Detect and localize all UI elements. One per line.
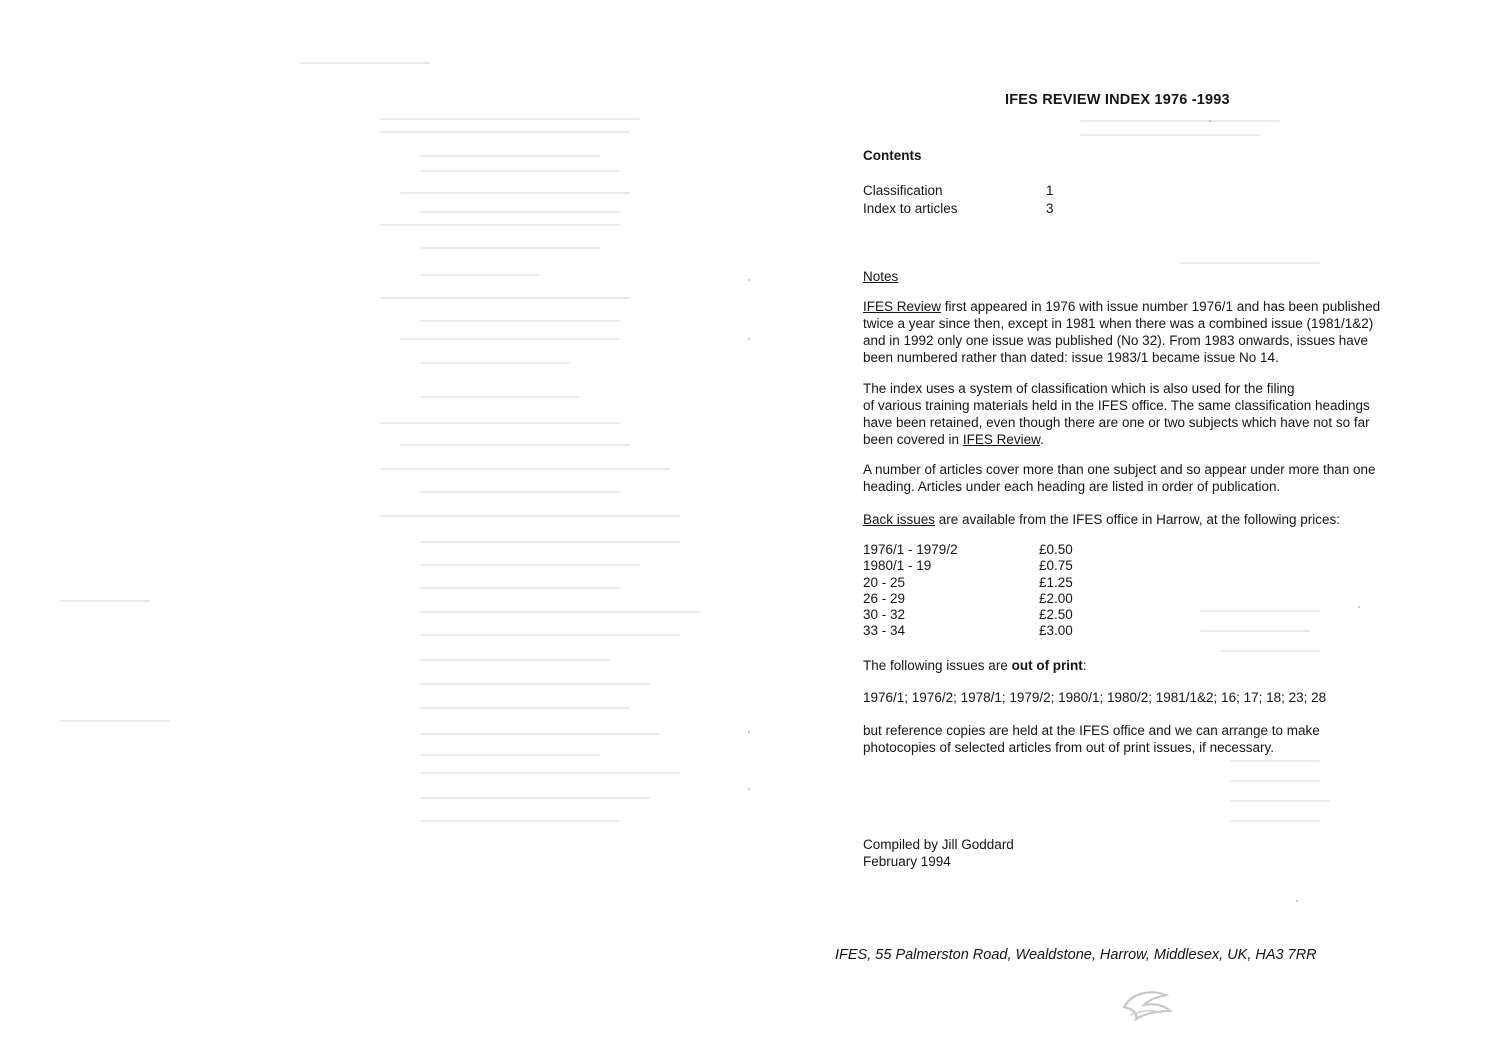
- notes-paragraph-back-issues: Back issues are available from the IFES office in Harrow, at the following prices:: [863, 512, 1340, 527]
- ifes-logo-icon: [1110, 985, 1180, 1025]
- issue-price: £2.00: [1039, 590, 1073, 606]
- back-issues-label: Back issues: [863, 512, 936, 527]
- issue-range: 1976/1 - 1979/2: [863, 542, 958, 557]
- notes-paragraph-history: IFES Review first appeared in 1976 with issue number 1976/1 and has been published twice a year since then, except in 1981 when there was a combined issue (1981/1&2) and in 1992 only one issue was published (No 32). From 1983 onwards, issues have been numbered rather than dated: issue 1983/1 became issue No 14.: [863, 299, 1381, 365]
- contents-label: Index to articles: [863, 201, 958, 216]
- price-row: [863, 558, 1073, 574]
- compiler-name: Compiled by Jill Goddard: [863, 837, 1014, 852]
- ifes-address: IFES, 55 Palmerston Road, Wealdstone, Harrow, Middlesex, UK, HA3 7RR: [835, 947, 1317, 963]
- issue-price: £0.50: [1039, 542, 1073, 557]
- publication-name: IFES Review: [962, 432, 1041, 447]
- issue-price: £0.75: [1039, 558, 1073, 574]
- price-row: [863, 575, 1073, 591]
- price-row: [863, 607, 1073, 623]
- notes-heading: Notes: [863, 269, 899, 284]
- notes-paragraph-classification: The index uses a system of classification which is also used for the filing of various training materials held in the IFES office. The same classification headings have been retained, even though there are one or two subjects which have not so far been covered in IFES Review.: [863, 381, 1370, 447]
- issue-range: 30 - 32: [863, 607, 906, 623]
- issue-range: 1980/1 - 19: [863, 558, 932, 574]
- issue-price: £3.00: [1039, 623, 1073, 639]
- issue-range: 26 - 29: [863, 590, 906, 606]
- out-of-print-list: 1976/1; 1976/2; 1978/1; 1979/2; 1980/1; 1980/2; 1981/1&2; 16; 17; 18; 23; 28: [863, 690, 1327, 705]
- contents-page-number: 1: [1046, 183, 1054, 198]
- compiled-by-block: [863, 836, 1014, 870]
- issue-price: £1.25: [1039, 574, 1073, 590]
- contents-row: [863, 200, 1054, 218]
- price-table: [863, 542, 1073, 640]
- price-row: [863, 623, 1073, 639]
- compiled-date: February 1994: [863, 854, 951, 869]
- price-row: [863, 542, 1073, 558]
- publication-name: IFES Review: [863, 299, 942, 314]
- notes-paragraph-headings: A number of articles cover more than one subject and so appear under more than one heading. Articles under each heading are listed in order of publication.: [863, 462, 1376, 494]
- out-of-print-intro: The following issues are out of print:: [863, 658, 1087, 673]
- contents-heading: Contents: [863, 148, 922, 163]
- contents-table: [863, 182, 1054, 218]
- notes-paragraph-reference-copies: but reference copies are held at the IFES office and we can arrange to make photocopies of selected articles from out of print issues, if necessary.: [863, 723, 1320, 755]
- contents-label: Classification: [863, 183, 943, 198]
- contents-page-number: 3: [1046, 201, 1054, 216]
- contents-row: [863, 182, 1054, 200]
- issue-range: 33 - 34: [863, 623, 906, 639]
- issue-range: 20 - 25: [863, 574, 906, 590]
- price-row: [863, 591, 1073, 607]
- document-title: IFES REVIEW INDEX 1976 -1993: [1005, 92, 1230, 108]
- issue-price: £2.50: [1039, 607, 1073, 623]
